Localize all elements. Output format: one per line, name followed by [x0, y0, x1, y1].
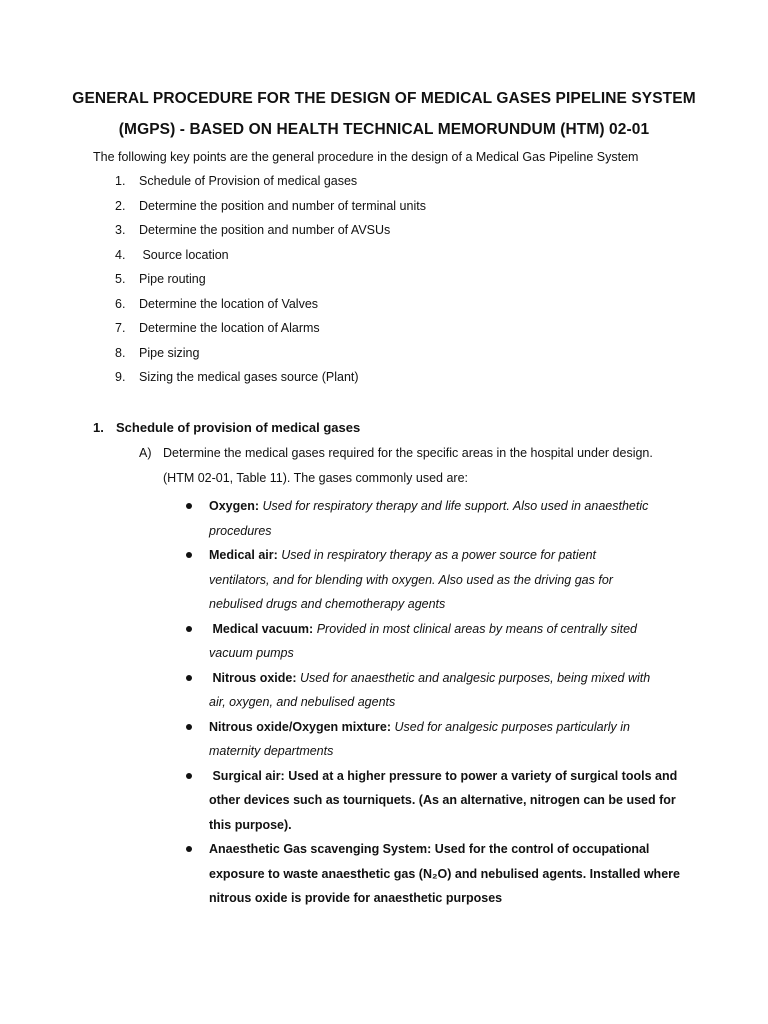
gas-text: vacuum pumps [209, 646, 294, 660]
gas-line [209, 715, 689, 740]
gas-text: air, oxygen, and nebulised agents [209, 695, 396, 709]
gas-line [209, 837, 689, 862]
gas-text: exposure to waste anaesthetic gas (N₂O) and nebulised agents. Installed where [209, 866, 680, 881]
intro-paragraph: The following key points are the general procedure in the design of a Medical Gas Pipeline System [93, 150, 639, 164]
gas-item-surgical-air [0, 764, 768, 838]
gas-text: procedures [209, 523, 272, 538]
list-item [0, 297, 768, 322]
gas-line [209, 666, 689, 691]
gas-item-medical-vacuum [0, 617, 768, 666]
gas-name: Anaesthetic Gas scavenging System: [209, 842, 432, 856]
gas-text: maternity departments [209, 744, 334, 758]
gas-description [209, 494, 689, 543]
list-item-text: Pipe sizing [139, 345, 200, 360]
gas-line [209, 617, 689, 642]
bullet-icon [186, 724, 192, 730]
gas-item-medical-air [0, 543, 768, 617]
list-item-number: 4. [115, 247, 126, 262]
bullet-icon [186, 503, 192, 509]
gas-description [209, 837, 689, 911]
gas-text: this purpose). [209, 817, 292, 832]
list-item-text: Determine the position and number of terminal units [139, 198, 426, 213]
list-item [0, 272, 768, 297]
gas-text: Used for the control of occupational [434, 842, 650, 856]
list-item-number: 9. [115, 370, 126, 384]
gas-name: Nitrous oxide: [209, 670, 297, 685]
list-item-number: 1. [115, 174, 126, 188]
gas-name: Oxygen: [209, 499, 260, 513]
list-item-number: 3. [115, 223, 126, 237]
gas-text: nebulised drugs and chemotherapy agents [209, 597, 446, 611]
list-item-number: 7. [115, 321, 126, 335]
list-item-text: Source location [139, 247, 229, 262]
gas-text: Used for respiratory therapy and life support. Also used in anaesthetic [262, 499, 649, 513]
gas-text: Used for anaesthetic and analgesic purposes, being mixed with [300, 670, 651, 685]
gas-name: Nitrous oxide/Oxygen mixture: [209, 719, 391, 734]
gas-text: Used at a higher pressure to power a variety of surgical tools and [288, 768, 678, 783]
list-item [0, 370, 768, 395]
list-item-text: Pipe routing [139, 272, 206, 286]
list-item [0, 223, 768, 248]
list-item [0, 321, 768, 346]
list-item-text: Determine the location of Valves [139, 296, 319, 311]
gas-text: Provided in most clinical areas by means of centrally sited [316, 621, 637, 636]
gas-item-nitrous-oxide [0, 666, 768, 715]
bullet-icon [186, 552, 192, 558]
bullet-icon [186, 773, 192, 779]
gas-item-anaesthetic-gas-scavenging [0, 837, 768, 911]
gas-text: Used in respiratory therapy as a power source for patient [281, 548, 597, 562]
list-item-number: 6. [115, 296, 126, 311]
key-points-list [0, 174, 768, 395]
gas-name: Surgical air: [209, 768, 285, 783]
gas-description [209, 764, 689, 838]
list-item-number: 2. [115, 198, 126, 213]
subsection-text [163, 441, 683, 490]
gas-line [209, 764, 689, 789]
gas-description [209, 715, 689, 764]
gas-line [209, 543, 689, 568]
gas-item-oxygen [0, 494, 768, 543]
section-heading [93, 420, 361, 435]
bullet-icon [186, 675, 192, 681]
gas-description [209, 543, 689, 617]
gas-text: other devices such as tourniquets. (As an alternative, nitrogen can be used for [209, 793, 676, 807]
list-item-text: Sizing the medical gases source (Plant) [139, 370, 359, 384]
gas-name: Medical air: [209, 548, 278, 562]
bullet-icon [186, 626, 192, 632]
list-item [0, 346, 768, 371]
gas-text: Used for analgesic purposes particularly in [394, 719, 631, 734]
section-number: 1. [93, 420, 104, 435]
document-title-line-2: (MGPS) - BASED ON HEALTH TECHNICAL MEMORUNDUM (HTM) 02-01 [118, 121, 650, 138]
gas-line [209, 494, 689, 519]
list-item-number: 5. [115, 272, 126, 286]
gas-text: ventilators, and for blending with oxygen. Also used as the driving gas for [209, 572, 613, 587]
subsection-line: (HTM 02-01, Table 11). The gases commonly used are: [163, 470, 469, 485]
gas-description [209, 617, 689, 666]
gas-description [209, 666, 689, 715]
list-item [0, 248, 768, 273]
list-item-text: Determine the location of Alarms [139, 321, 320, 335]
subsection-label: A) [139, 446, 152, 460]
list-item [0, 199, 768, 224]
list-item-number: 8. [115, 345, 126, 360]
list-item [0, 174, 768, 199]
section-title: Schedule of provision of medical gases [116, 420, 361, 435]
medical-gases-list [0, 494, 768, 911]
list-item-text: Determine the position and number of AVSUs [139, 223, 391, 237]
list-item-text: Schedule of Provision of medical gases [139, 174, 358, 188]
gas-item-nitrous-oxide-oxygen [0, 715, 768, 764]
bullet-icon [186, 846, 192, 852]
gas-text: nitrous oxide is provide for anaesthetic purposes [209, 891, 503, 905]
subsection-line: Determine the medical gases required for the specific areas in the hospital under design. [163, 446, 653, 460]
document-title-line-1: GENERAL PROCEDURE FOR THE DESIGN OF MEDICAL GASES PIPELINE SYSTEM [72, 90, 696, 107]
gas-name: Medical vacuum: [209, 621, 314, 636]
